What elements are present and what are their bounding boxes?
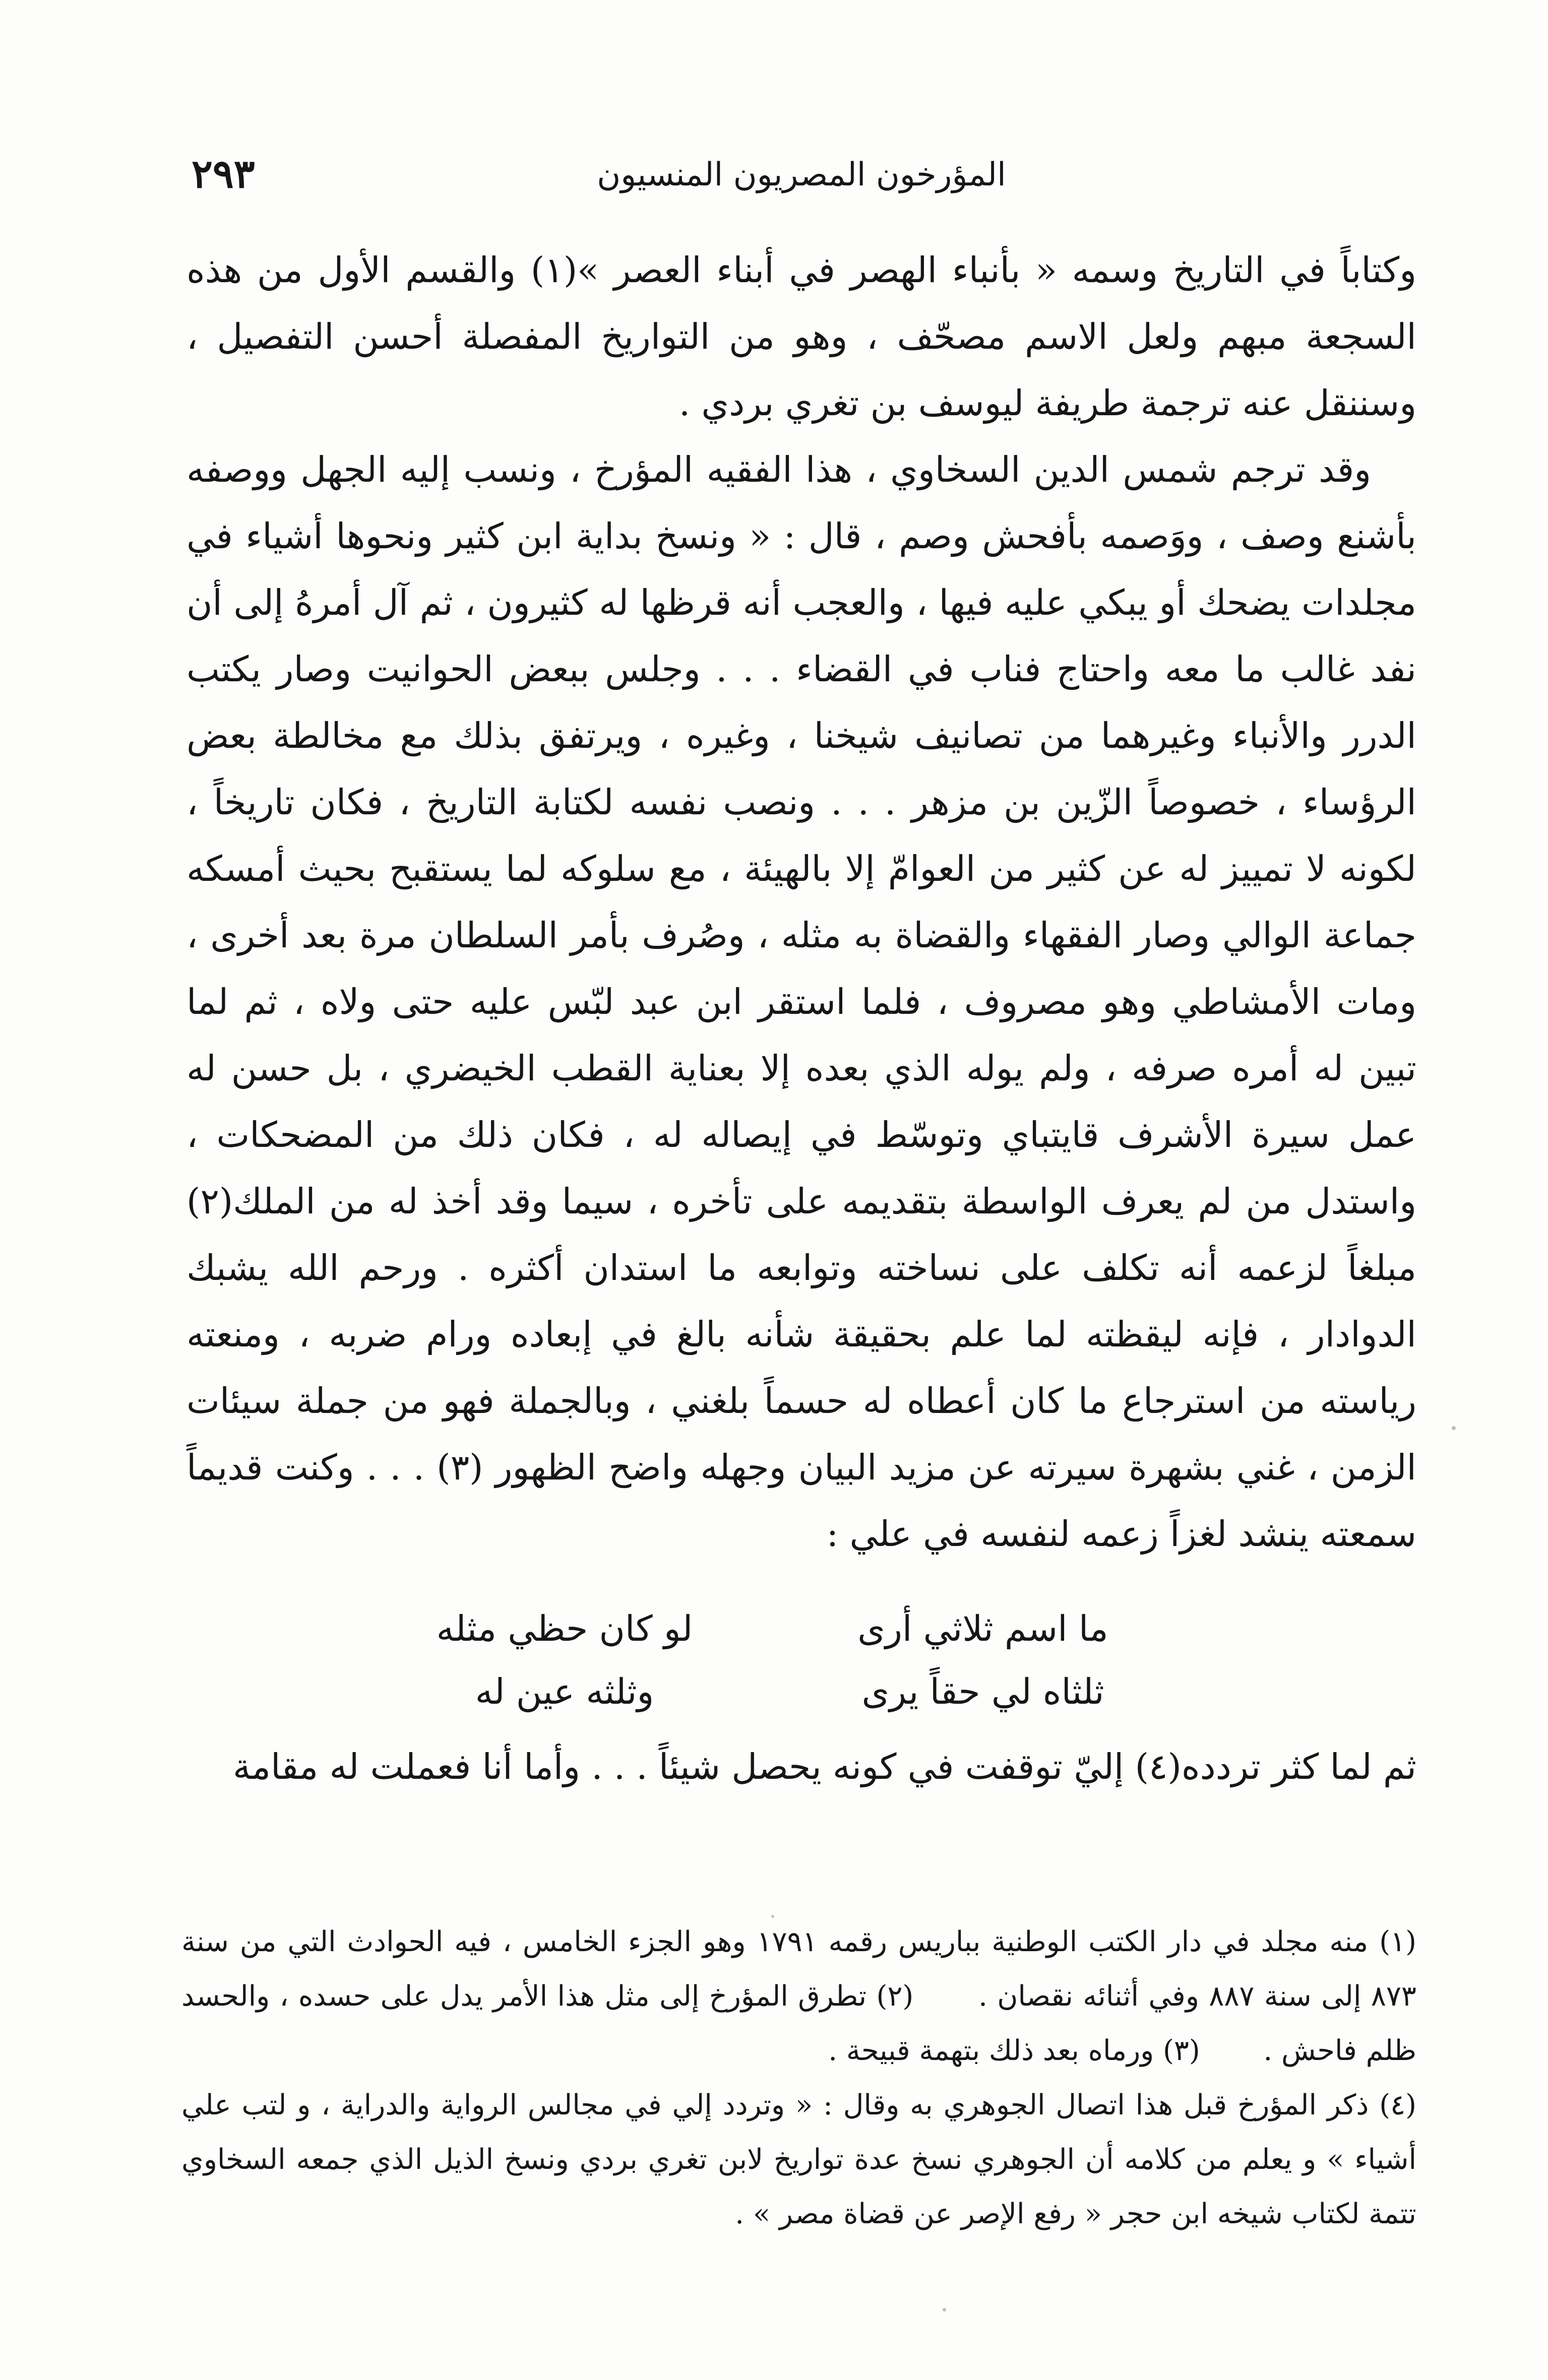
footnotes xyxy=(181,1915,1416,2241)
verse-line-2 xyxy=(403,1660,1144,1723)
verse-line-1-first-hemistich: ما اسم ثلاثي أرى xyxy=(857,1608,1108,1649)
paragraph-2: وقد ترجم شمس الدين السخاوي ، هذا الفقيه المؤرخ ، ونسب إليه الجهل ووصفه بأشنع وصف ، ووَصمه بأفحش وصم ، قال : « ونسخ بداية ابن كثير ونحوها أشياء في مجلدات يضحك أو يبكي عليه فيها ، والعجب أنه قرظها له كثيرون ، ثم آل أمرهُ إلى أن نفد غالب ما معه واحتاج فناب في القضاء . . . وجلس ببعض الحوانيت وصار يكتب الدرر والأنباء وغيرهما من تصانيف شيخنا ، وغيره ، ويرتفق بذلك مع مخالطة بعض الرؤساء ، خصوصاً الزّين بن مزهر . . . ونصب نفسه لكتابة التاريخ ، فكان تاريخاً ، لكونه لا تمييز له عن كثير من العوامّ إلا بالهيئة ، مع سلوكه لما يستقبح بحيث أمسكه جماعة الوالي وصار الفقهاء والقضاة به مثله ، وصُرف بأمر السلطان مرة بعد أخرى ، ومات الأمشاطي وهو مصروف ، فلما استقر ابن عبد لبّس عليه حتى ولاه ، ثم لما تبين له أمره صرفه ، ولم يوله الذي بعده إلا بعناية القطب الخيضري ، بل حسن له عمل سيرة الأشرف قايتباي وتوسّط في إيصاله له ، فكان ذلك من المضحكات ، واستدل من لم يعرف الواسطة بتقديمه على تأخره ، سيما وقد أخذ له من الملك(٢) مبلغاً لزعمه أنه تكلف على نساخته وتوابعه ما استدان أكثره . ورحم الله يشبك الدوادار ، فإنه ليقظته لما علم بحقيقة شأنه بالغ في إبعاده ورام ضربه ، ومنعته رياسته من استرجاع ما كان أعطاه له حسماً بلغني ، وبالجملة فهو من جملة سيئات الزمن ، غني بشهرة سيرته عن مزيد البيان وجهله واضح الظهور (٣) . . . وكنت قديماً سمعته ينشد لغزاً زعمه لنفسه في علي : xyxy=(187,449,1416,1555)
paragraph-1: وكتاباً في التاريخ وسمه « بأنباء الهصر في أبناء العصر »(١) والقسم الأول من هذه السجعة مبهم ولعل الاسم مصحّف ، وهو من التواريخ المفصلة أحسن التفصيل ، وسننقل عنه ترجمة طريفة ليوسف بن تغري بردي . xyxy=(187,249,1417,424)
text-after-verse: ثم لما كثر تردده(٤) إليّ توقفت في كونه يحصل شيئاً . . . وأما أنا فعملت له مقامة xyxy=(233,1746,1416,1787)
footnote-row-4 xyxy=(181,2078,1416,2241)
scan-speck xyxy=(1452,1426,1456,1430)
running-title: المؤرخون المصريون المنسيون xyxy=(597,156,1006,194)
footnote-row-1-2 xyxy=(181,1915,1416,2078)
scan-speck xyxy=(771,1915,774,1918)
page-header xyxy=(192,151,1411,217)
footnote-3: (٣) ورماه بعد ذلك بتهمة قبيحة . xyxy=(828,2034,1200,2067)
verse-line-2-first-hemistich: ثلثاه لي حقاً يرى xyxy=(861,1671,1104,1712)
verse-line-2-second-hemistich: وثلثه عين له xyxy=(475,1671,654,1712)
verse-line-1-second-hemistich: لو كان حظي مثله xyxy=(436,1608,693,1649)
page-number: ٢٩٣ xyxy=(192,151,255,197)
footnote-2: (٢) تطرق المؤرخ إلى مثل هذا الأمر يدل على حسده ، والحسد ظلم فاحش . xyxy=(181,1980,1416,2067)
footnote-1: (١) منه مجلد في دار الكتب الوطنية بباريس رقمه ١٧٩١ وهو الجزء الخامس ، فيه الحوادث التي من سنة ٨٧٣ إلى سنة ٨٨٧ وفي أثنائه نقصان . xyxy=(181,1925,1416,2013)
scan-speck xyxy=(943,2308,946,2311)
footnote-4: (٤) ذكر المؤرخ قبل هذا اتصال الجوهري به وقال : « وتردد إلي في مجالس الرواية والدراية ، و لتب علي أشياء » و يعلم من كلامه أن الجوهري نسخ عدة تواريخ لابن تغري بردي ونسخ الذيل الذي جمعه السخاوي تتمة لكتاب شيخه ابن حجر « رفع الإصر عن قضاة مصر » . xyxy=(181,2089,1416,2230)
verse-line-1 xyxy=(403,1597,1144,1660)
main-text xyxy=(187,237,1416,1567)
poem-verse xyxy=(403,1597,1144,1723)
